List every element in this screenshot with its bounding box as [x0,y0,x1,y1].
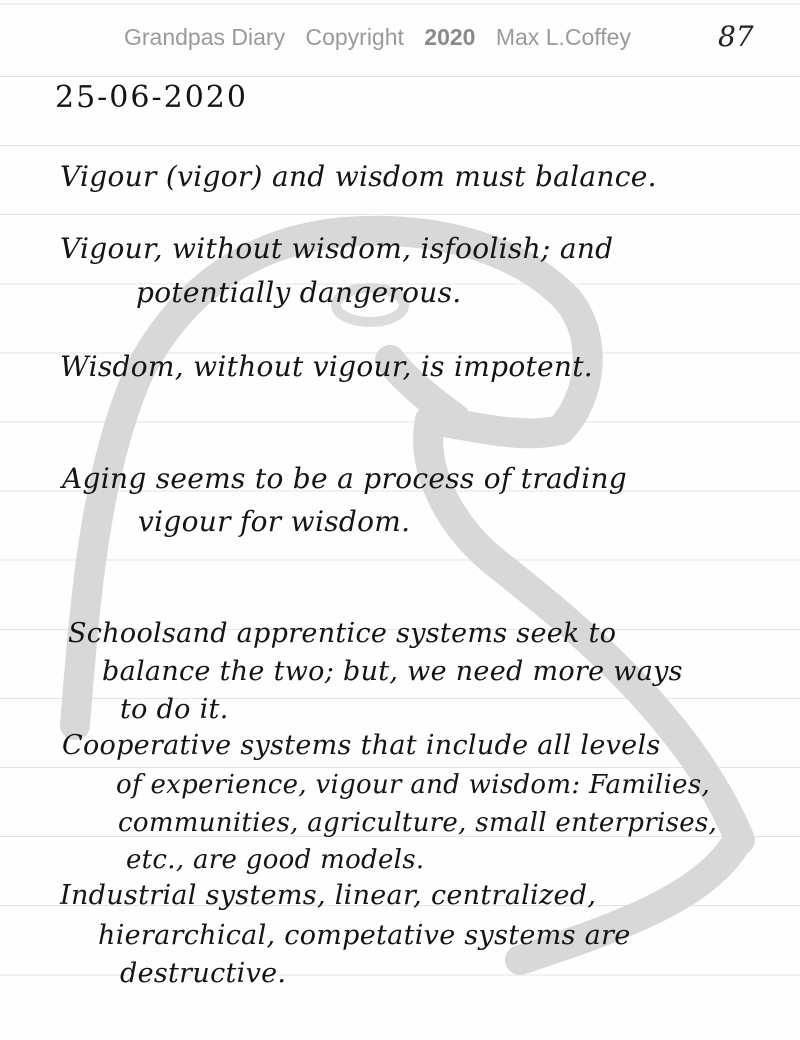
entry-line: to do it. [120,694,229,725]
copyright-label: Copyright [305,24,404,50]
entry-line: Industrial systems, linear, centralized, [60,880,597,911]
author-name: Max L.Coffey [495,24,631,50]
entry-line: Vigour (vigor) and wisdom must balance. [60,160,657,193]
entry-line: of experience, vigour and wisdom: Families, [116,770,711,800]
entry-line: Vigour, without wisdom, isfoolish; and [60,232,614,265]
entry-line: etc., are good models. [126,845,425,875]
copyright-year: 2020 [424,24,476,50]
diary-title: Grandpas Diary [124,24,286,50]
page-number: 87 [718,20,754,53]
entry-date: 25-06-2020 [55,80,248,115]
entry-line: communities, agriculture, small enterprises, [118,808,718,838]
page-header [124,24,645,51]
entry-line: potentially dangerous. [136,276,462,309]
entry-line: Aging seems to be a process of trading [62,462,628,495]
entry-line: Wisdom, without vigour, is impotent. [60,350,594,383]
entry-line: hierarchical, competative systems are [98,920,631,951]
entry-line: Schoolsand apprentice systems seek to [68,618,617,649]
entry-line: Cooperative systems that include all levels [62,730,661,761]
entry-line: balance the two; but, we need more ways [102,656,683,687]
entry-line: destructive. [120,958,287,989]
entry-line: vigour for wisdom. [138,505,411,538]
